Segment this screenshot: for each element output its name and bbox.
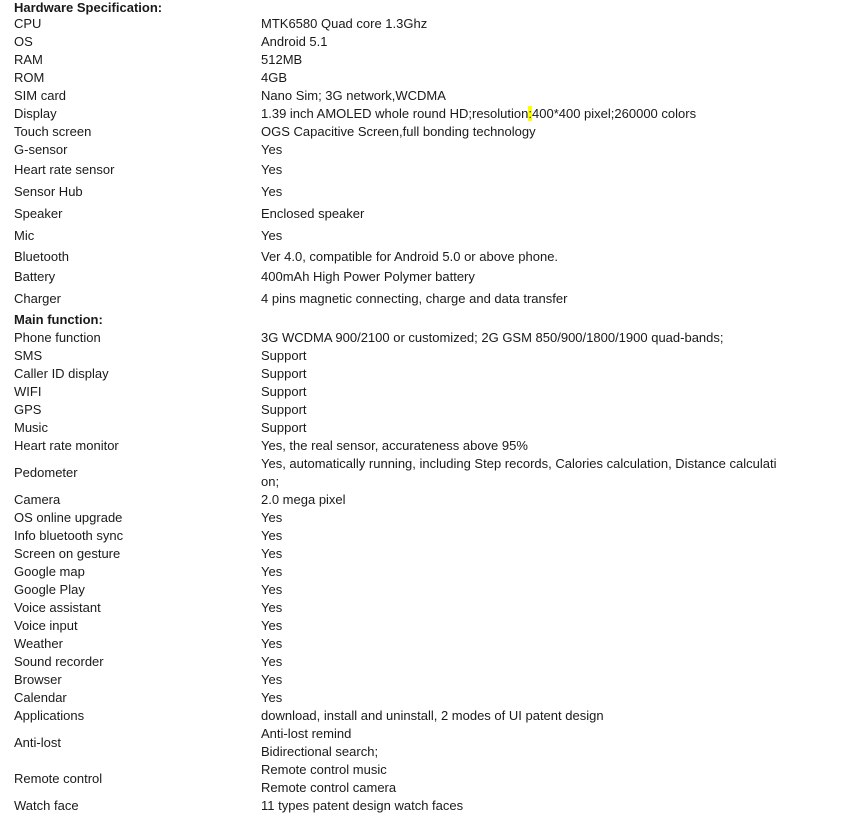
spec-row-bluetooth — [14, 247, 844, 267]
spec-label: Screen on gesture — [14, 546, 121, 561]
spec-label: Battery — [14, 269, 56, 284]
spec-value: 3G WCDMA 900/2100 or customized; 2G GSM 850/900/1800/1900 quad-bands; — [261, 330, 724, 345]
spec-label: Pedometer — [14, 465, 78, 480]
spec-value: 4 pins magnetic connecting, charge and data transfer — [261, 291, 568, 306]
spec-label: Music — [14, 420, 48, 435]
spec-row-g-sensor — [14, 141, 844, 159]
spec-value: Yes — [261, 142, 283, 157]
spec-label: Speaker — [14, 206, 63, 221]
main-function-heading: Main function: — [14, 312, 103, 327]
spec-value — [261, 761, 844, 797]
func-row-browser — [14, 671, 844, 689]
spec-label: SIM card — [14, 88, 67, 103]
func-row-remote-control — [14, 761, 844, 797]
spec-label: OS — [14, 34, 33, 49]
spec-label: GPS — [14, 402, 42, 417]
spec-value: Support — [261, 420, 307, 435]
spec-value: Support — [261, 348, 307, 363]
func-row-anti-lost — [14, 725, 844, 761]
spec-value: Yes — [261, 582, 283, 597]
spec-label: Sensor Hub — [14, 184, 83, 199]
func-row-applications — [14, 707, 844, 725]
spec-label: Bluetooth — [14, 249, 69, 264]
spec-label: Voice assistant — [14, 600, 101, 615]
spec-label: Watch face — [14, 798, 79, 813]
spec-table — [14, 0, 844, 815]
func-row-watch-face — [14, 797, 844, 815]
spec-label: OS online upgrade — [14, 510, 123, 525]
func-row-gps — [14, 401, 844, 419]
spec-label: Anti-lost — [14, 735, 61, 750]
highlighted-text: : — [528, 106, 532, 121]
spec-row-sim-card — [14, 87, 844, 105]
spec-value — [261, 105, 844, 123]
func-row-caller-id — [14, 365, 844, 383]
value-line: Anti-lost remind — [261, 726, 352, 741]
spec-row-rom — [14, 69, 844, 87]
spec-label: Display — [14, 106, 57, 121]
func-row-music — [14, 419, 844, 437]
func-row-info-bluetooth-sync — [14, 527, 844, 545]
func-row-sound-recorder — [14, 653, 844, 671]
spec-value: Support — [261, 402, 307, 417]
func-row-weather — [14, 635, 844, 653]
func-row-wifi — [14, 383, 844, 401]
spec-row-heart-rate-sensor — [14, 159, 844, 181]
spec-value: Enclosed speaker — [261, 206, 365, 221]
spec-value: Nano Sim; 3G network,WCDMA — [261, 88, 446, 103]
spec-label: WIFI — [14, 384, 42, 399]
display-value-part: 400*400 pixel;260000 colors — [532, 106, 697, 121]
func-row-voice-assistant — [14, 599, 844, 617]
spec-value: Ver 4.0, compatible for Android 5.0 or above phone. — [261, 249, 559, 264]
func-row-os-online-upgrade — [14, 509, 844, 527]
spec-value: MTK6580 Quad core 1.3Ghz — [261, 16, 428, 31]
spec-row-sensor-hub — [14, 181, 844, 203]
func-row-pedometer — [14, 455, 844, 491]
spec-value: Yes — [261, 636, 283, 651]
spec-value: Yes — [261, 600, 283, 615]
spec-value: Android 5.1 — [261, 34, 328, 49]
spec-value: Yes — [261, 672, 283, 687]
func-row-heart-rate-monitor — [14, 437, 844, 455]
value-line: Remote control camera — [261, 780, 397, 795]
spec-label: RAM — [14, 52, 43, 67]
spec-label: Google Play — [14, 582, 85, 597]
spec-row-charger — [14, 287, 844, 311]
spec-value: Yes — [261, 618, 283, 633]
spec-row-ram — [14, 51, 844, 69]
spec-value: 11 types patent design watch faces — [261, 798, 464, 813]
spec-value: Yes, the real sensor, accurateness above 95% — [261, 438, 528, 453]
spec-label: Caller ID display — [14, 366, 109, 381]
spec-label: Calendar — [14, 690, 67, 705]
spec-value: Yes — [261, 546, 283, 561]
func-row-calendar — [14, 689, 844, 707]
spec-label: Google map — [14, 564, 85, 579]
spec-value: Yes — [261, 510, 283, 525]
spec-label: Mic — [14, 228, 35, 243]
value-line: Remote control music — [261, 762, 387, 777]
spec-label: Touch screen — [14, 124, 92, 139]
spec-value: 400mAh High Power Polymer battery — [261, 269, 475, 284]
spec-label: Weather — [14, 636, 63, 651]
spec-value: Yes — [261, 654, 283, 669]
spec-value — [261, 725, 844, 761]
func-row-screen-on-gesture — [14, 545, 844, 563]
spec-value: 512MB — [261, 52, 303, 67]
spec-value: Yes — [261, 162, 283, 177]
spec-value: Yes — [261, 184, 283, 199]
spec-label: Remote control — [14, 771, 103, 786]
spec-label: Info bluetooth sync — [14, 528, 124, 543]
spec-label: Heart rate monitor — [14, 438, 119, 453]
display-value-part: 1.39 inch AMOLED whole round HD;resolution — [261, 106, 529, 121]
spec-value: 2.0 mega pixel — [261, 492, 346, 507]
spec-row-touch-screen — [14, 123, 844, 141]
spec-label: Camera — [14, 492, 61, 507]
spec-value: Yes — [261, 528, 283, 543]
spec-value: Support — [261, 384, 307, 399]
spec-row-battery — [14, 267, 844, 287]
spec-row-speaker — [14, 203, 844, 225]
spec-value: 4GB — [261, 70, 288, 85]
spec-label: Heart rate sensor — [14, 162, 115, 177]
spec-value: OGS Capacitive Screen,full bonding technology — [261, 124, 536, 139]
value-line: on; — [261, 474, 280, 489]
spec-row-os — [14, 33, 844, 51]
spec-row-cpu — [14, 15, 844, 33]
value-line: Bidirectional search; — [261, 744, 379, 759]
spec-label: G-sensor — [14, 142, 68, 157]
spec-label: Applications — [14, 708, 85, 723]
func-row-phone-function — [14, 329, 844, 347]
spec-label: SMS — [14, 348, 43, 363]
spec-label: Browser — [14, 672, 62, 687]
func-row-camera — [14, 491, 844, 509]
spec-row-mic — [14, 225, 844, 247]
spec-label: Charger — [14, 291, 61, 306]
spec-label: CPU — [14, 16, 42, 31]
spec-value: Yes — [261, 228, 283, 243]
func-row-voice-input — [14, 617, 844, 635]
spec-value: Support — [261, 366, 307, 381]
func-row-google-play — [14, 581, 844, 599]
func-row-sms — [14, 347, 844, 365]
value-line: Yes, automatically running, including Step records, Calories calculation, Distance calculati — [261, 456, 777, 471]
spec-label: Sound recorder — [14, 654, 104, 669]
hardware-spec-heading: Hardware Specification: — [14, 0, 163, 15]
spec-value — [261, 455, 844, 491]
spec-value: Yes — [261, 564, 283, 579]
spec-label: Phone function — [14, 330, 101, 345]
spec-label: ROM — [14, 70, 45, 85]
spec-value: download, install and uninstall, 2 modes of UI patent design — [261, 708, 604, 723]
func-row-google-map — [14, 563, 844, 581]
spec-label: Voice input — [14, 618, 78, 633]
spec-row-display — [14, 105, 844, 123]
spec-value: Yes — [261, 690, 283, 705]
